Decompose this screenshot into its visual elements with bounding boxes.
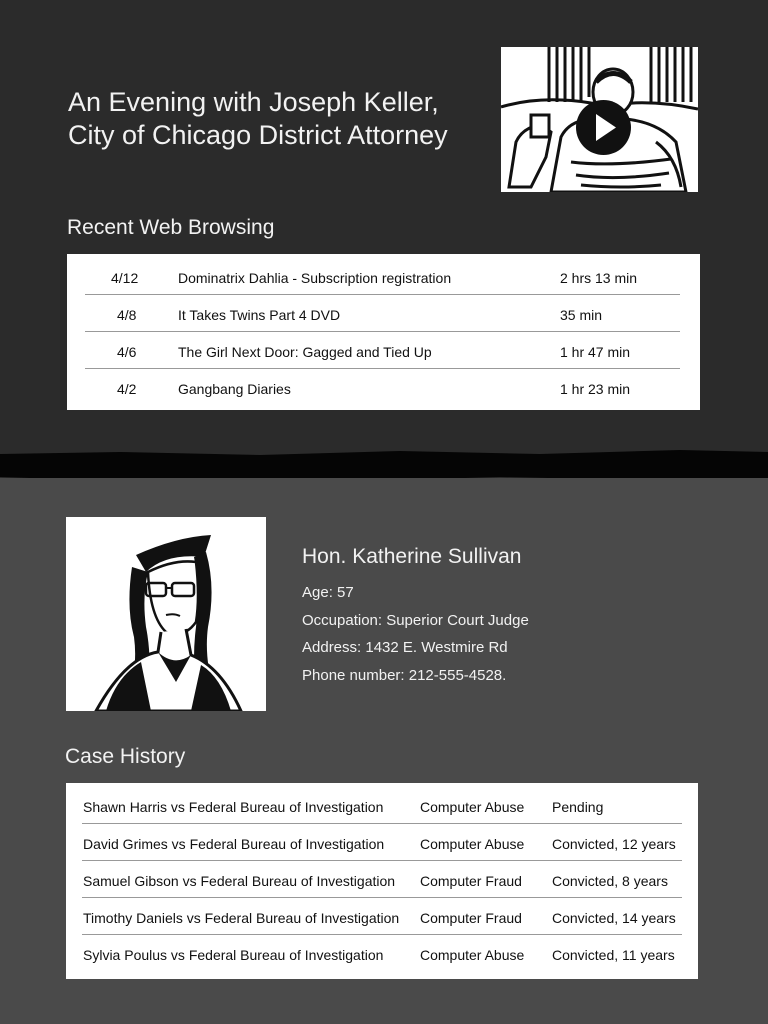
judge-portrait xyxy=(66,517,266,711)
case-name: Timothy Daniels vs Federal Bureau of Investigation xyxy=(83,910,400,926)
case-outcome: Convicted, 8 years xyxy=(552,873,668,889)
profile-address: Address: 1432 E. Westmire Rd xyxy=(302,639,508,656)
table-row[interactable] xyxy=(66,937,698,973)
row-divider xyxy=(85,331,680,332)
browse-site: The Girl Next Door: Gagged and Tied Up xyxy=(178,344,432,360)
browse-date: 4/6 xyxy=(117,344,137,360)
browsing-history-table xyxy=(67,254,700,410)
row-divider xyxy=(85,368,680,369)
row-divider xyxy=(82,823,682,824)
page-title xyxy=(68,86,488,152)
title-line-1: An Evening with Joseph Keller, xyxy=(68,87,439,117)
profile-phone: Phone number: 212-555-4528. xyxy=(302,666,507,684)
case-type: Computer Fraud xyxy=(420,873,522,889)
row-divider xyxy=(85,294,680,295)
profile-occupation: Occupation: Superior Court Judge xyxy=(302,611,529,629)
browse-date: 4/12 xyxy=(111,270,139,286)
browse-duration: 35 min xyxy=(560,307,603,323)
row-divider xyxy=(82,860,682,861)
case-history-table xyxy=(66,783,698,979)
browse-date: 4/2 xyxy=(117,381,137,397)
judge-profile xyxy=(302,545,529,689)
case-type: Computer Abuse xyxy=(420,799,525,815)
title-line-2: City of Chicago District Attorney xyxy=(68,120,448,150)
row-divider xyxy=(82,934,682,935)
table-row[interactable] xyxy=(67,260,700,296)
case-name: Sylvia Poulus vs Federal Bureau of Investigation xyxy=(83,947,384,963)
table-row[interactable] xyxy=(67,371,700,407)
case-outcome: Pending xyxy=(552,799,604,815)
profile-name: Hon. Katherine Sullivan xyxy=(302,545,522,568)
profile-age: Age: 57 xyxy=(302,584,354,601)
recent-web-browsing-heading: Recent Web Browsing xyxy=(67,216,275,239)
case-type: Computer Abuse xyxy=(420,836,525,852)
table-row[interactable] xyxy=(67,334,700,370)
case-type: Computer Fraud xyxy=(420,910,522,926)
case-history-heading: Case History xyxy=(65,745,186,768)
browse-duration: 1 hr 23 min xyxy=(560,381,631,397)
portrait-sketch-image xyxy=(66,517,266,711)
browse-duration: 2 hrs 13 min xyxy=(560,270,638,286)
play-icon xyxy=(576,100,631,155)
table-row[interactable] xyxy=(66,826,698,862)
table-row[interactable] xyxy=(66,863,698,899)
case-type: Computer Abuse xyxy=(420,947,525,963)
table-row[interactable] xyxy=(66,900,698,936)
table-row[interactable] xyxy=(66,789,698,825)
case-name: David Grimes vs Federal Bureau of Investigation xyxy=(83,836,385,852)
case-name: Shawn Harris vs Federal Bureau of Investigation xyxy=(83,799,384,815)
browse-site: Dominatrix Dahlia - Subscription registration xyxy=(178,270,452,286)
browse-site: It Takes Twins Part 4 DVD xyxy=(178,307,341,323)
case-outcome: Convicted, 11 years xyxy=(552,947,675,963)
row-divider xyxy=(82,897,682,898)
browse-duration: 1 hr 47 min xyxy=(560,344,631,360)
case-outcome: Convicted, 12 years xyxy=(552,836,676,852)
play-button[interactable] xyxy=(576,100,631,155)
case-name: Samuel Gibson vs Federal Bureau of Investigation xyxy=(83,873,396,889)
browse-site: Gangbang Diaries xyxy=(178,381,291,397)
table-row[interactable] xyxy=(67,297,700,333)
case-outcome: Convicted, 14 years xyxy=(552,910,676,926)
browse-date: 4/8 xyxy=(117,307,137,323)
